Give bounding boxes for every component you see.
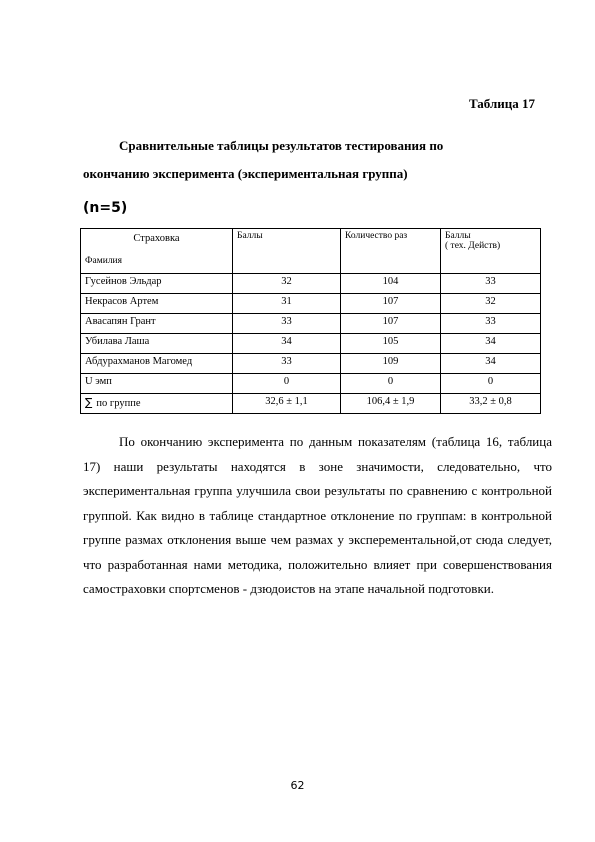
header-count: Количество раз <box>341 229 441 274</box>
caption-line-2: окончанию эксперимента (экспериментальная группа) <box>83 166 408 181</box>
row-name: Некрасов Артем <box>81 294 233 314</box>
caption-line-1: Сравнительные таблицы результатов тестирования по <box>119 138 444 153</box>
row-count: 105 <box>341 334 441 354</box>
row-count: 107 <box>341 294 441 314</box>
header-points: Баллы <box>233 229 341 274</box>
row-name: Убилава Лаша <box>81 334 233 354</box>
sample-size-label: (n=5) <box>83 200 128 216</box>
row-points: 34 <box>233 334 341 354</box>
row-count: 104 <box>341 274 441 294</box>
body-paragraph <box>83 430 552 602</box>
header-points-technical <box>441 229 541 274</box>
row-points: 31 <box>233 294 341 314</box>
summary-label: по группе <box>96 398 141 409</box>
header-points-technical-line2: ( тех. Действ) <box>445 241 501 251</box>
table-row-u-emp <box>81 374 541 394</box>
sum-icon: ∑ <box>85 396 93 409</box>
header-surname: Фамилия <box>85 256 123 266</box>
table-header-row <box>81 229 541 274</box>
row-points-technical: 33 <box>441 274 541 294</box>
table-row <box>81 274 541 294</box>
header-cell-insurance-surname <box>81 229 233 274</box>
table-row <box>81 334 541 354</box>
body-paragraph-text: По окончанию эксперимента по данным показателям (таблица 16, таблица 17) наши результаты находятся в зоне значимости, следовательно, что экспериментальная группа улучшила свои результаты по сравнению с контрольной группой. Как видно в таблице стандартное отклонение по группам: в контрольной группе размах отклонения выше чем размах у эксперементальной,от сюда следует, что разработанная нами методика, положительно влияет при совершенствования самостраховки спортсменов - дзюдоистов на этапе начальной подготовки. <box>83 434 552 596</box>
summary-label-cell <box>81 394 233 414</box>
summary-count: 106,4 ± 1,9 <box>341 394 441 414</box>
row-count: 109 <box>341 354 441 374</box>
summary-points: 32,6 ± 1,1 <box>233 394 341 414</box>
table-row <box>81 314 541 334</box>
page-number: 62 <box>290 779 305 792</box>
row-points-technical: 34 <box>441 354 541 374</box>
row-name: Гусейнов Эльдар <box>81 274 233 294</box>
row-count: 107 <box>341 314 441 334</box>
row-name: U эмп <box>81 374 233 394</box>
row-points: 33 <box>233 354 341 374</box>
table-row <box>81 294 541 314</box>
row-points-technical: 33 <box>441 314 541 334</box>
table-row <box>81 354 541 374</box>
table-row-summary <box>81 394 541 414</box>
row-name: Абдурахманов Магомед <box>81 354 233 374</box>
row-points-technical: 0 <box>441 374 541 394</box>
table-number: Таблица 17 <box>468 96 535 111</box>
table-caption <box>83 132 533 188</box>
header-points-technical-line1: Баллы <box>445 231 471 241</box>
row-points: 33 <box>233 314 341 334</box>
row-points-technical: 34 <box>441 334 541 354</box>
row-name: Авасапян Грант <box>81 314 233 334</box>
summary-points-technical: 33,2 ± 0,8 <box>441 394 541 414</box>
row-points: 0 <box>233 374 341 394</box>
results-table <box>80 228 541 414</box>
row-points-technical: 32 <box>441 294 541 314</box>
row-count: 0 <box>341 374 441 394</box>
header-insurance: Страховка <box>133 233 180 244</box>
row-points: 32 <box>233 274 341 294</box>
